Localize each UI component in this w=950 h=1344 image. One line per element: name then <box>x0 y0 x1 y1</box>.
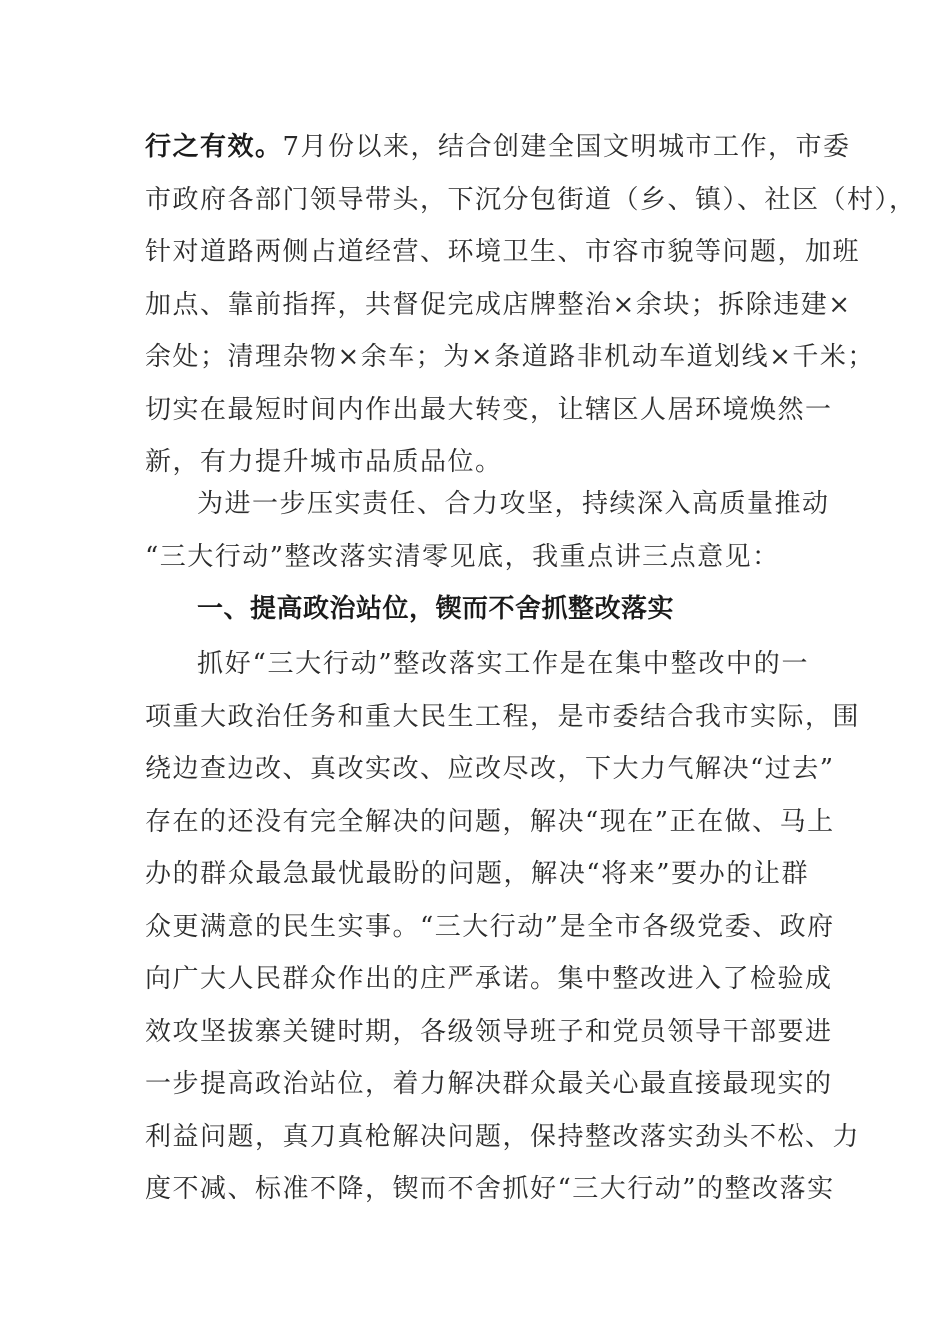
paragraph-1-lead: 行之有效。 <box>145 132 283 162</box>
paragraph-3-line: 一步提高政治站位，着力解决群众最关心最直接最现实的 <box>145 1069 833 1099</box>
paragraph-3-line: 办的群众最急最忧最盼的问题，解决“将来”要办的让群 <box>145 859 809 889</box>
paragraph-1-line: 针对道路两侧占道经营、环境卫生、市容市貌等问题，加班 <box>145 237 861 267</box>
paragraph-3-line: 项重大政治任务和重大民生工程，是市委结合我市实际，围 <box>145 701 861 732</box>
paragraph-1-line: 余处；清理杂物×余车；为×条道路非机动车道划线×千米； <box>145 342 875 372</box>
paragraph-3-line: 向广大人民群众作出的庄严承诺。集中整改进入了检验成 <box>145 964 833 994</box>
paragraph-3-line: 绕边查边改、真改实改、应改尽改，下大力气解决“过去” <box>145 754 835 784</box>
paragraph-1-line-1-text: 7月份以来，结合创建全国文明城市工作，市委 <box>282 132 851 162</box>
paragraph-1 <box>145 121 917 489</box>
paragraph-3-line: 度不减、标准不降，锲而不舍抓好“三大行动”的整改落实 <box>145 1174 835 1204</box>
paragraph-2 <box>145 478 830 583</box>
paragraph-3-line: 利益问题，真刀真枪解决问题，保持整改落实劲头不松、力 <box>145 1121 861 1152</box>
paragraph-3-line: 存在的还没有完全解决的问题，解决“现在”正在做、马上 <box>145 806 835 837</box>
paragraph-3-line: 效攻坚拔寨关键时期，各级领导班子和党员领导干部要进 <box>145 1016 833 1047</box>
section-heading-text: 一、提高政治站位，锲而不舍抓整改落实 <box>197 594 675 624</box>
paragraph-1-line-1 <box>145 121 851 174</box>
paragraph-2-line: “三大行动”整改落实清零见底，我重点讲三点意见： <box>145 541 780 572</box>
paragraph-1-line: 加点、靠前指挥，共督促完成店牌整治×余块；拆除违建× <box>145 289 852 320</box>
paragraph-3-line: 众更满意的民生实事。“三大行动”是全市各级党委、政府 <box>145 911 835 942</box>
paragraph-1-line: 切实在最短时间内作出最大转变，让辖区人居环境焕然一 <box>145 394 833 425</box>
paragraph-2-line: 为进一步压实责任、合力攻坚，持续深入高质量推动 <box>197 489 830 519</box>
paragraph-1-line: 新，有力提升城市品质品位。 <box>145 447 503 477</box>
paragraph-3 <box>145 638 861 1216</box>
section-heading <box>145 583 809 636</box>
paragraph-3-line: 抓好“三大行动”整改落实工作是在集中整改中的一 <box>197 649 809 679</box>
paragraph-1-line: 市政府各部门领导带头，下沉分包街道（乡、镇）、社区（村）， <box>145 184 917 215</box>
